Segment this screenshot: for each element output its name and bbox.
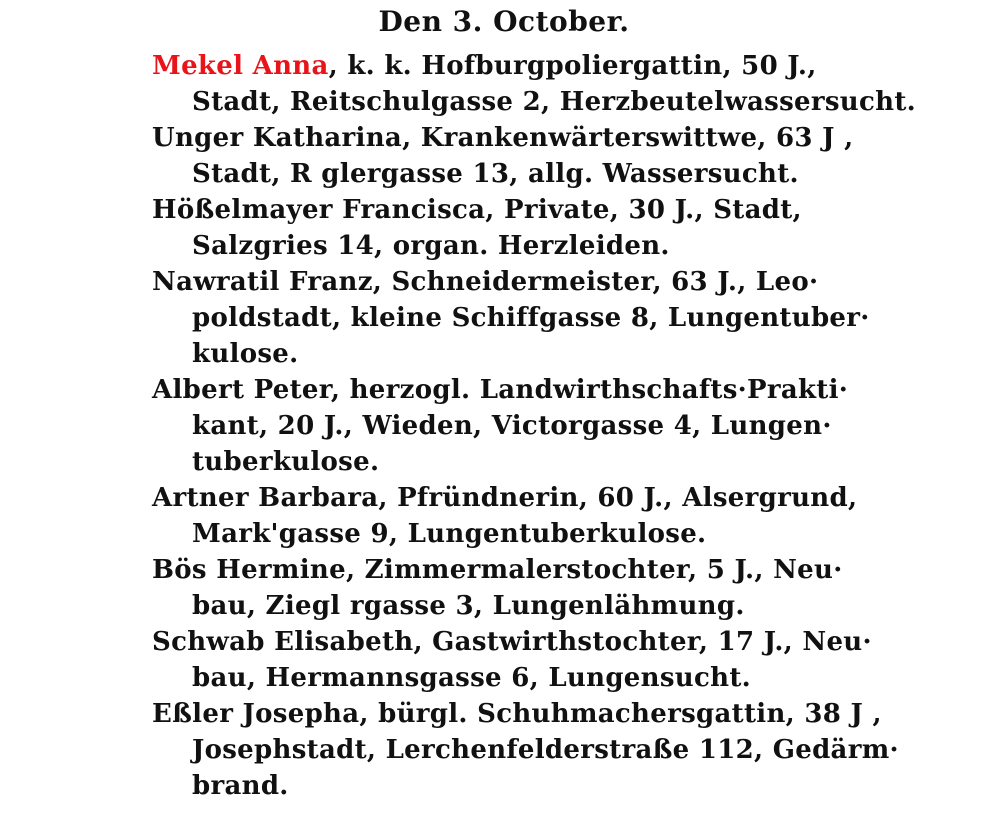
entry-first-line: Artner Barbara, Pfründnerin, 60 J., Alsergrund, — [152, 483, 858, 513]
entry-first-line: Schwab Elisabeth, Gastwirthstochter, 17 J., Neu· — [152, 627, 872, 657]
list-item — [152, 48, 917, 120]
entry-name-highlighted: Mekel Anna — [152, 51, 329, 81]
entry-continuation-line: bau, Hermannsgasse 6, Lungensucht. — [192, 663, 751, 693]
entry-continuation-line: Mark'gasse 9, Lungentuberkulose. — [192, 519, 707, 549]
entry-continuation-line: kant, 20 J., Wieden, Victorgasse 4, Lungen· — [192, 411, 832, 441]
entry-first-line: Albert Peter, herzogl. Landwirthschafts·Prakti· — [152, 375, 849, 405]
entry-continuation-line: Josephstadt, Lerchenfelderstraße 112, Gedärm· — [192, 735, 899, 765]
entry-first-line: Eßler Josepha, bürgl. Schuhmachersgattin, 38 J , — [152, 699, 882, 729]
entry-first-line: Hößelmayer Francisca, Private, 30 J., Stadt, — [152, 195, 802, 225]
list-item — [152, 552, 842, 624]
entry-continuation-line: tuberkulose. — [192, 447, 380, 477]
list-item — [152, 372, 849, 480]
list-item — [152, 264, 870, 372]
entry-continuation-line: Stadt, Reitschulgasse 2, Herzbeutelwassersucht. — [192, 87, 917, 117]
list-item — [152, 696, 899, 804]
entry-continuation-line: kulose. — [192, 339, 299, 369]
list-item — [152, 480, 858, 552]
entry-continuation-line: poldstadt, kleine Schiffgasse 8, Lungentuber· — [192, 303, 870, 333]
entry-first-line: Bös Hermine, Zimmermalerstochter, 5 J., Neu· — [152, 555, 843, 585]
entry-first-line: Unger Katharina, Krankenwärterswittwe, 63 J , — [152, 123, 854, 153]
entry-first-line — [152, 48, 842, 84]
list-item — [152, 120, 854, 192]
entry-continuation-line: bau, Ziegl rgasse 3, Lungenlähmung. — [192, 591, 745, 621]
entry-first-line: Nawratil Franz, Schneidermeister, 63 J., Leo· — [152, 267, 819, 297]
entry-continuation-line: brand. — [192, 771, 289, 801]
entry-text: , k. k. Hofburgpoliergattin, 50 J., — [328, 51, 817, 81]
list-item — [152, 624, 872, 696]
date-heading: Den 3. October. — [378, 5, 630, 38]
list-item — [152, 192, 842, 264]
death-register-list — [152, 48, 917, 804]
entry-continuation-line: Stadt, R glergasse 13, allg. Wassersucht. — [192, 159, 799, 189]
entry-continuation-line: Salzgries 14, organ. Herzleiden. — [192, 231, 670, 261]
